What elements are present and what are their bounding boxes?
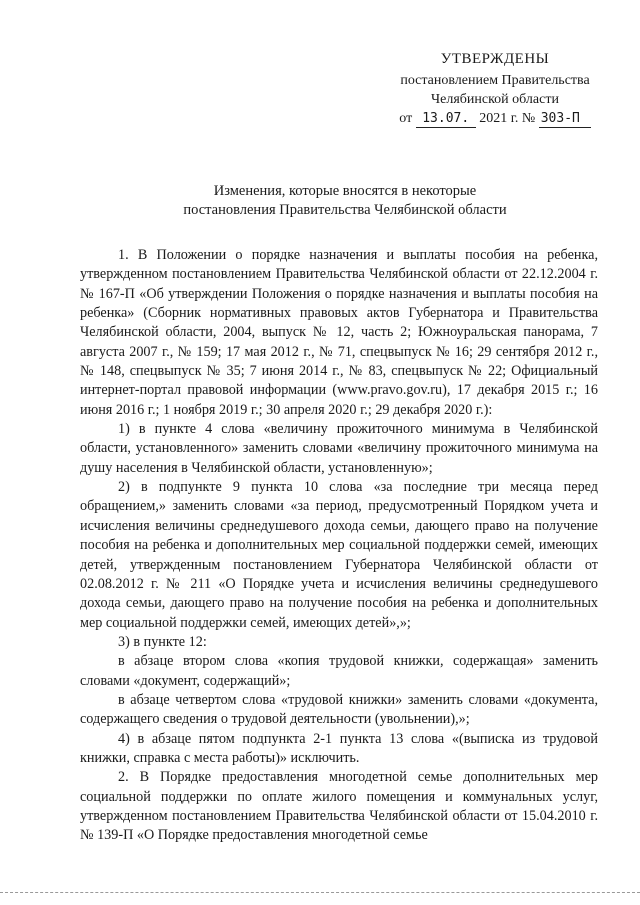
title-line-2: постановления Правительства Челябинской области [183, 202, 507, 218]
approval-prefix: от [399, 111, 413, 126]
title-line-1: Изменения, которые вносятся в некоторые [213, 183, 477, 199]
paragraph: в абзаце четвертом слова «трудовой книжки» заменить словами «документа, содержащего сведения о трудовой деятельности (увольнении),»; [80, 691, 598, 728]
paragraph: 1. В Положении о порядке назначения и выплаты пособия на ребенка, утвержденном постановлением Правительства Челябинской области от 22.12.2004 г. № 167-П «Об утверждении Положения о порядке назначения и выплаты пособия на ребенка» (Сборник нормативных правовых актов Губернатора и Правительства Челябинской области, 2004, выпуск № 12, часть 2; Южноуральская панорама, 7 августа 2007 г., № 159; 17 мая 2012 г., № 71, спецвыпуск № 16; 29 сентября 2012 г., № 148, спецвыпуск № 35; 7 июня 2014 г., № 83, спецвыпуск № 22; Официальный интернет-портал правовой информации (www.pravo.gov.ru), 17 декабря 2015 г.; 16 июня 2016 г.; 1 ноября 2019 г.; 30 апреля 2020 г.; 29 декабря 2020 г.): [80, 247, 598, 418]
approval-number-field: 303-П [539, 111, 591, 128]
approval-year-text: 2021 г. № [479, 111, 536, 126]
approval-date-field: 13.07. [416, 111, 476, 128]
paragraph: 1) в пункте 4 слова «величину прожиточного минимума в Челябинской области, установленного» заменить словами «величину прожиточного минимума на душу населения в Челябинской области, установленную»; [80, 421, 598, 476]
document-title [60, 182, 630, 220]
paragraph: 2) в подпункте 9 пункта 10 слова «за последние три месяца перед обращением,» заменить словами «за период, предусмотренный Порядком учета и исчисления величины среднедушевого дохода семьи, дающего право на получение пособия на ребенка и дополнительных мер социальной поддержки семей, имеющих детей, утвержденным постановлением Губернатора Челябинской области от 02.08.2012 г. № 211 «О Порядке учета и исчисления величины среднедушевого дохода семьи, дающего право на получение пособия на ребенка и дополнительных мер социальной поддержки семей, имеющих детей»,»; [80, 479, 598, 631]
approval-line-2: Челябинской области [431, 92, 559, 107]
approval-stamp [380, 50, 610, 128]
document-body [80, 246, 598, 846]
page-bottom-divider [0, 892, 640, 893]
paragraph: 3) в пункте 12: [118, 633, 207, 650]
approval-date-line [380, 109, 610, 128]
approval-heading: УТВЕРЖДЕНЫ [440, 51, 550, 67]
paragraph: 4) в абзаце пятом подпункта 2-1 пункта 13 слова «(выписка из трудовой книжки, справка с места работы)» исключить. [80, 730, 598, 766]
paragraph: в абзаце втором слова «копия трудовой книжки, содержащая» заменить словами «документ, содержащий»; [80, 653, 598, 689]
paragraph: 2. В Порядке предоставления многодетной семье дополнительных мер социальной поддержки по оплате жилого помещения и коммунальных услуг, утвержденном постановлением Правительства Челябинской области от 15.04.2010 г. № 139-П «О Порядке предоставления многодетной семье [80, 769, 598, 844]
approval-line-1: постановлением Правительства [400, 73, 590, 88]
